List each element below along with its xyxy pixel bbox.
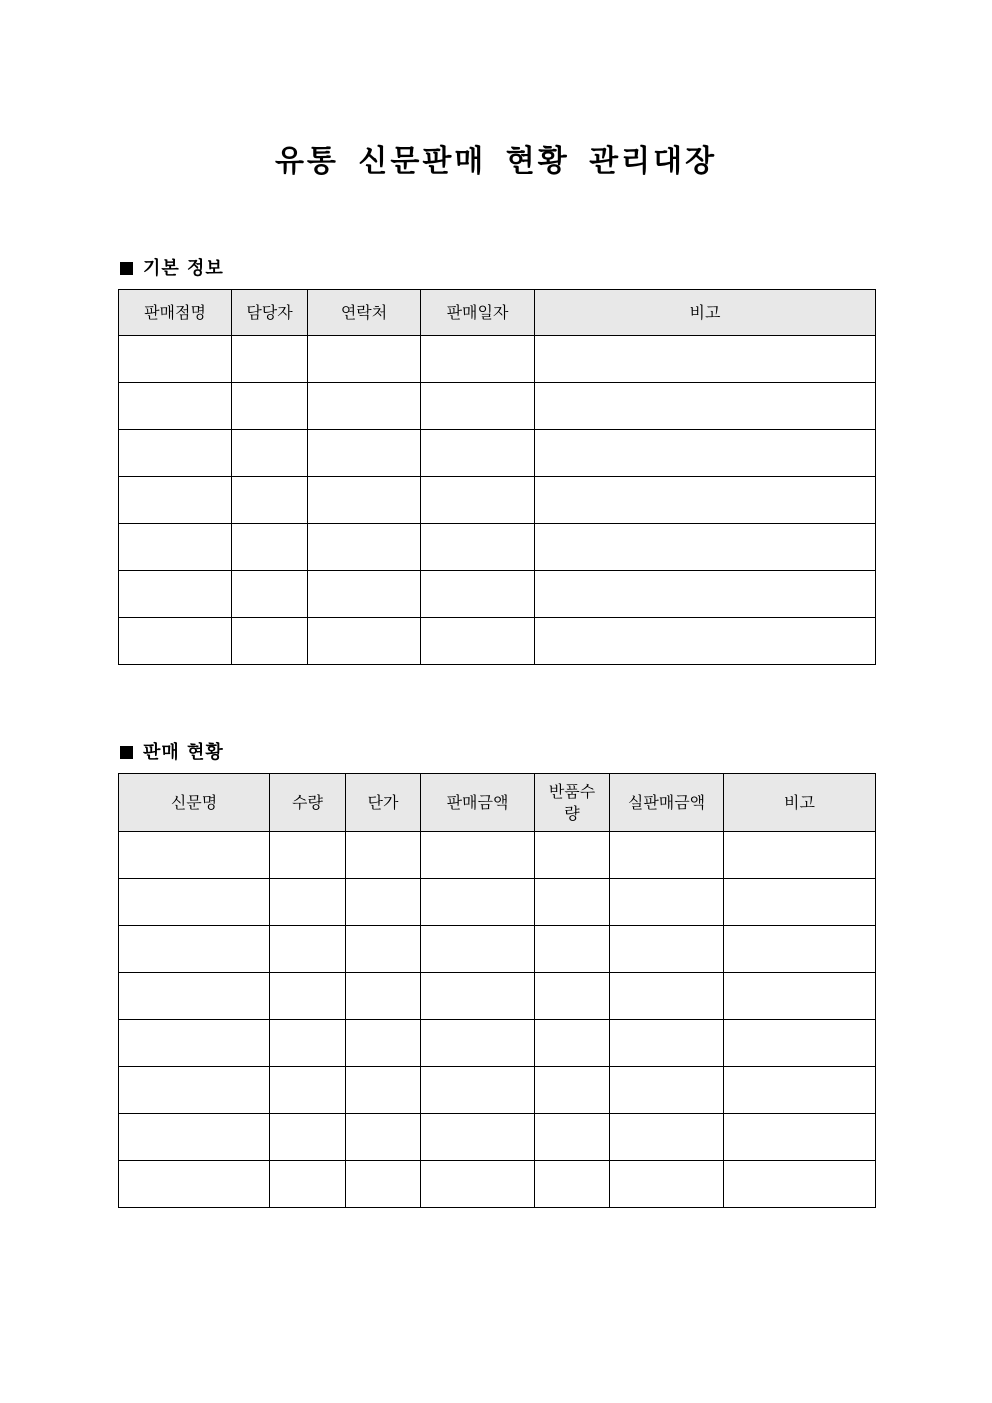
basic-info-heading [120, 254, 224, 280]
blank-entry-cell[interactable] [308, 383, 421, 430]
blank-entry-cell[interactable] [610, 926, 724, 973]
blank-entry-cell[interactable] [119, 1020, 270, 1067]
blank-entry-cell[interactable] [270, 832, 346, 879]
blank-entry-cell[interactable] [535, 618, 876, 665]
table-row [119, 1067, 876, 1114]
blank-entry-cell[interactable] [346, 1161, 421, 1208]
blank-entry-cell[interactable] [270, 926, 346, 973]
blank-entry-cell[interactable] [421, 618, 535, 665]
blank-entry-cell[interactable] [535, 926, 610, 973]
blank-entry-cell[interactable] [308, 571, 421, 618]
column-header-quantity: 수량 [270, 774, 346, 832]
blank-entry-cell[interactable] [724, 926, 876, 973]
blank-entry-cell[interactable] [270, 1067, 346, 1114]
table-row [119, 1114, 876, 1161]
column-header-return-quantity [535, 774, 610, 832]
column-header-net-sales-amount: 실판매금액 [610, 774, 724, 832]
sales-status-body [119, 832, 876, 1208]
blank-entry-cell[interactable] [270, 973, 346, 1020]
table-row [119, 1161, 876, 1208]
blank-entry-cell[interactable] [270, 1114, 346, 1161]
sales-status-table [118, 773, 876, 1208]
blank-entry-cell[interactable] [724, 1114, 876, 1161]
blank-entry-cell[interactable] [535, 1161, 610, 1208]
blank-entry-cell[interactable] [421, 879, 535, 926]
blank-entry-cell[interactable] [232, 430, 308, 477]
blank-entry-cell[interactable] [724, 1161, 876, 1208]
blank-entry-cell[interactable] [119, 926, 270, 973]
sales-status-header-row [119, 774, 876, 832]
blank-entry-cell[interactable] [421, 973, 535, 1020]
table-row [119, 383, 876, 430]
blank-entry-cell[interactable] [270, 879, 346, 926]
blank-entry-cell[interactable] [308, 430, 421, 477]
blank-entry-cell[interactable] [535, 1067, 610, 1114]
blank-entry-cell[interactable] [119, 1161, 270, 1208]
blank-entry-cell[interactable] [535, 336, 876, 383]
blank-entry-cell[interactable] [119, 879, 270, 926]
blank-entry-cell[interactable] [232, 524, 308, 571]
blank-entry-cell[interactable] [421, 926, 535, 973]
blank-entry-cell[interactable] [535, 430, 876, 477]
blank-entry-cell[interactable] [308, 336, 421, 383]
blank-entry-cell[interactable] [724, 879, 876, 926]
blank-entry-cell[interactable] [535, 1114, 610, 1161]
blank-entry-cell[interactable] [346, 1067, 421, 1114]
blank-entry-cell[interactable] [119, 524, 232, 571]
blank-entry-cell[interactable] [421, 571, 535, 618]
blank-entry-cell[interactable] [535, 524, 876, 571]
blank-entry-cell[interactable] [232, 571, 308, 618]
table-row [119, 1020, 876, 1067]
blank-entry-cell[interactable] [119, 383, 232, 430]
blank-entry-cell[interactable] [535, 477, 876, 524]
column-header-store-name: 판매점명 [119, 290, 232, 336]
blank-entry-cell[interactable] [421, 477, 535, 524]
blank-entry-cell[interactable] [610, 973, 724, 1020]
blank-entry-cell[interactable] [535, 571, 876, 618]
blank-entry-cell[interactable] [610, 1114, 724, 1161]
blank-entry-cell[interactable] [119, 973, 270, 1020]
column-header-remarks: 비고 [724, 774, 876, 832]
blank-entry-cell[interactable] [308, 477, 421, 524]
blank-entry-cell[interactable] [119, 336, 232, 383]
column-header-sale-date: 판매일자 [421, 290, 535, 336]
blank-entry-cell[interactable] [308, 618, 421, 665]
blank-entry-cell[interactable] [346, 926, 421, 973]
blank-entry-cell[interactable] [119, 1067, 270, 1114]
blank-entry-cell[interactable] [346, 1020, 421, 1067]
blank-entry-cell[interactable] [421, 1020, 535, 1067]
blank-entry-cell[interactable] [421, 383, 535, 430]
blank-entry-cell[interactable] [232, 336, 308, 383]
blank-entry-cell[interactable] [346, 832, 421, 879]
basic-info-header-row [119, 290, 876, 336]
square-bullet-icon [120, 746, 133, 759]
column-header-newspaper-name: 신문명 [119, 774, 270, 832]
blank-entry-cell[interactable] [270, 1161, 346, 1208]
blank-entry-cell[interactable] [119, 832, 270, 879]
blank-entry-cell[interactable] [421, 524, 535, 571]
basic-info-body [119, 336, 876, 665]
blank-entry-cell[interactable] [346, 1114, 421, 1161]
blank-entry-cell[interactable] [724, 832, 876, 879]
table-row [119, 973, 876, 1020]
square-bullet-icon [120, 262, 133, 275]
page-title: 유통 신문판매 현황 관리대장 [274, 144, 718, 179]
blank-entry-cell[interactable] [346, 879, 421, 926]
blank-entry-cell[interactable] [535, 973, 610, 1020]
blank-entry-cell[interactable] [535, 832, 610, 879]
column-header-manager: 담당자 [232, 290, 308, 336]
blank-entry-cell[interactable] [610, 1020, 724, 1067]
table-row [119, 832, 876, 879]
blank-entry-cell[interactable] [308, 524, 421, 571]
blank-entry-cell[interactable] [232, 618, 308, 665]
blank-entry-cell[interactable] [724, 1067, 876, 1114]
blank-entry-cell[interactable] [119, 477, 232, 524]
blank-entry-cell[interactable] [421, 1114, 535, 1161]
blank-entry-cell[interactable] [610, 1161, 724, 1208]
blank-entry-cell[interactable] [610, 879, 724, 926]
blank-entry-cell[interactable] [119, 430, 232, 477]
blank-entry-cell[interactable] [421, 1161, 535, 1208]
blank-entry-cell[interactable] [421, 1067, 535, 1114]
blank-entry-cell[interactable] [535, 879, 610, 926]
basic-info-table [118, 289, 876, 665]
blank-entry-cell[interactable] [232, 477, 308, 524]
blank-entry-cell[interactable] [535, 1020, 610, 1067]
blank-entry-cell[interactable] [421, 832, 535, 879]
table-row [119, 618, 876, 665]
blank-entry-cell[interactable] [610, 1067, 724, 1114]
table-row [119, 926, 876, 973]
sales-status-heading-label: 판매 현황 [143, 742, 224, 763]
column-header-sales-amount: 판매금액 [421, 774, 535, 832]
blank-entry-cell[interactable] [535, 383, 876, 430]
column-header-unit-price: 단가 [346, 774, 421, 832]
blank-entry-cell[interactable] [421, 430, 535, 477]
blank-entry-cell[interactable] [232, 383, 308, 430]
blank-entry-cell[interactable] [421, 336, 535, 383]
table-row [119, 336, 876, 383]
blank-entry-cell[interactable] [610, 832, 724, 879]
sales-status-heading [120, 738, 224, 764]
table-row [119, 571, 876, 618]
blank-entry-cell[interactable] [119, 571, 232, 618]
basic-info-heading-label: 기본 정보 [143, 258, 224, 279]
blank-entry-cell[interactable] [119, 1114, 270, 1161]
table-row [119, 430, 876, 477]
table-row [119, 477, 876, 524]
column-header-remarks: 비고 [535, 290, 876, 336]
column-header-contact: 연락처 [308, 290, 421, 336]
table-row [119, 524, 876, 571]
table-row [119, 879, 876, 926]
blank-entry-cell[interactable] [119, 618, 232, 665]
blank-entry-cell[interactable] [724, 973, 876, 1020]
blank-entry-cell[interactable] [346, 973, 421, 1020]
blank-entry-cell[interactable] [270, 1020, 346, 1067]
blank-entry-cell[interactable] [724, 1020, 876, 1067]
return-quantity-label: 반품수량 [548, 781, 596, 823]
